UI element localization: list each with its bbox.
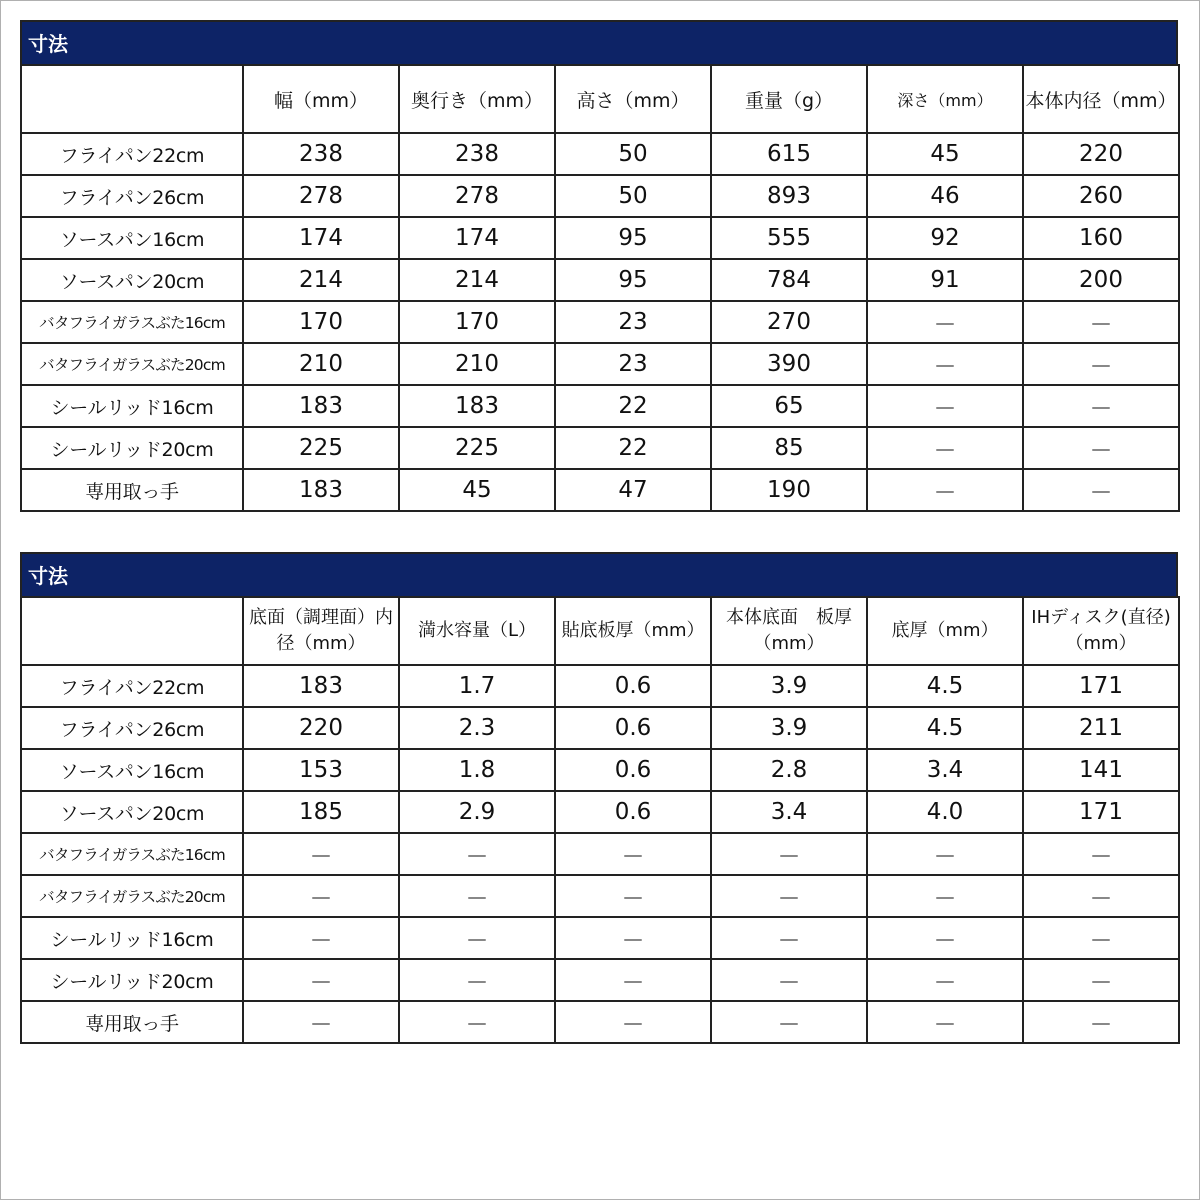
table-cell: 171: [1023, 665, 1179, 707]
table-cell: －: [555, 959, 711, 1001]
table-1-header-weight: 重量（g）: [711, 65, 867, 133]
table-cell: 153: [243, 749, 399, 791]
table-cell: 50: [555, 175, 711, 217]
row-label: バタフライガラスぶた20cm: [21, 343, 243, 385]
table-2-header-body-bottom-thickness: 本体底面 板厚（mm）: [711, 597, 867, 665]
table-cell: 141: [1023, 749, 1179, 791]
table-cell: 2.3: [399, 707, 555, 749]
table-cell: 170: [399, 301, 555, 343]
table-2-header-ih-disc-diameter: IHディスク(直径)（mm）: [1023, 597, 1179, 665]
table-2-header-bottom-inner-diameter: 底面（調理面）内径（mm）: [243, 597, 399, 665]
table-cell: －: [711, 875, 867, 917]
table-cell: 183: [243, 385, 399, 427]
table-row: [21, 469, 1179, 511]
table-cell: 174: [243, 217, 399, 259]
table-cell: －: [1023, 833, 1179, 875]
table-cell: －: [1023, 301, 1179, 343]
table-cell: －: [867, 469, 1023, 511]
table-cell: 174: [399, 217, 555, 259]
table-cell: 3.4: [711, 791, 867, 833]
table-row: [21, 833, 1179, 875]
table-1-header-width: 幅（mm）: [243, 65, 399, 133]
table-cell: －: [399, 1001, 555, 1043]
table-cell: －: [399, 875, 555, 917]
table-cell: 85: [711, 427, 867, 469]
table-cell: 893: [711, 175, 867, 217]
table-1-header-height: 高さ（mm）: [555, 65, 711, 133]
table-cell: 214: [243, 259, 399, 301]
row-label: ソースパン16cm: [21, 749, 243, 791]
table-cell: 171: [1023, 791, 1179, 833]
table-row: [21, 1001, 1179, 1043]
table-cell: 4.5: [867, 665, 1023, 707]
table-cell: －: [1023, 427, 1179, 469]
dimensions-table-2: [20, 552, 1178, 1044]
table-cell: 65: [711, 385, 867, 427]
row-label: 専用取っ手: [21, 469, 243, 511]
table-cell: －: [399, 917, 555, 959]
table-row: [21, 791, 1179, 833]
table-cell: 170: [243, 301, 399, 343]
table-cell: 615: [711, 133, 867, 175]
table-row: [21, 707, 1179, 749]
table-cell: －: [399, 959, 555, 1001]
table-cell: 95: [555, 259, 711, 301]
table-cell: 3.4: [867, 749, 1023, 791]
table-cell: －: [243, 959, 399, 1001]
table-cell: 22: [555, 385, 711, 427]
table-cell: 185: [243, 791, 399, 833]
dimensions-table-1: [20, 20, 1178, 512]
table-cell: 238: [399, 133, 555, 175]
table-row: [21, 875, 1179, 917]
table-cell: 45: [399, 469, 555, 511]
table-cell: 23: [555, 301, 711, 343]
table-row: [21, 343, 1179, 385]
row-label: フライパン26cm: [21, 707, 243, 749]
table-2-header-clad-thickness: 貼底板厚（mm）: [555, 597, 711, 665]
table-cell: 183: [399, 385, 555, 427]
table-cell: －: [867, 833, 1023, 875]
table-cell: 4.0: [867, 791, 1023, 833]
table-2-header-bottom-thickness: 底厚（mm）: [867, 597, 1023, 665]
table-cell: 92: [867, 217, 1023, 259]
table-1-header-depth: 奥行き（mm）: [399, 65, 555, 133]
row-label: 専用取っ手: [21, 1001, 243, 1043]
table-cell: 238: [243, 133, 399, 175]
table-cell: 214: [399, 259, 555, 301]
row-label: バタフライガラスぶた16cm: [21, 301, 243, 343]
table-1-corner-cell: [21, 65, 243, 133]
table-cell: －: [867, 959, 1023, 1001]
table-cell: 0.6: [555, 791, 711, 833]
table-cell: －: [243, 875, 399, 917]
table-2-title: 寸法: [20, 552, 1178, 596]
table-cell: －: [711, 833, 867, 875]
table-row: [21, 301, 1179, 343]
table-cell: －: [711, 959, 867, 1001]
row-label: シールリッド16cm: [21, 385, 243, 427]
table-row: [21, 665, 1179, 707]
row-label: フライパン22cm: [21, 665, 243, 707]
table-cell: 260: [1023, 175, 1179, 217]
table-cell: －: [243, 1001, 399, 1043]
table-cell: －: [867, 875, 1023, 917]
table-cell: 22: [555, 427, 711, 469]
table-cell: 23: [555, 343, 711, 385]
table-cell: 95: [555, 217, 711, 259]
table-cell: 190: [711, 469, 867, 511]
table-cell: 210: [243, 343, 399, 385]
table-cell: 3.9: [711, 707, 867, 749]
table-cell: 0.6: [555, 707, 711, 749]
table-cell: 278: [399, 175, 555, 217]
row-label: フライパン22cm: [21, 133, 243, 175]
table-cell: －: [1023, 959, 1179, 1001]
table-1-header-inner-diameter: 本体内径（mm）: [1023, 65, 1179, 133]
table-cell: －: [555, 875, 711, 917]
table-cell: 91: [867, 259, 1023, 301]
table-cell: 200: [1023, 259, 1179, 301]
table-cell: 0.6: [555, 749, 711, 791]
table-cell: 183: [243, 469, 399, 511]
table-cell: －: [867, 385, 1023, 427]
table-row: [21, 917, 1179, 959]
table-row: [21, 217, 1179, 259]
table-row: [21, 427, 1179, 469]
table-cell: 390: [711, 343, 867, 385]
table-cell: －: [399, 833, 555, 875]
table-2-corner-cell: [21, 597, 243, 665]
table-cell: －: [867, 301, 1023, 343]
table-cell: 183: [243, 665, 399, 707]
table-2-header-capacity: 満水容量（L）: [399, 597, 555, 665]
table-cell: 784: [711, 259, 867, 301]
table-1-header-inner-depth: 深さ（mm）: [867, 65, 1023, 133]
table-cell: －: [867, 1001, 1023, 1043]
table-cell: 1.7: [399, 665, 555, 707]
table-2-header-row: [21, 597, 1179, 665]
table-cell: 555: [711, 217, 867, 259]
table-cell: 50: [555, 133, 711, 175]
table-cell: 2.9: [399, 791, 555, 833]
table-cell: 0.6: [555, 665, 711, 707]
table-cell: 2.8: [711, 749, 867, 791]
table-cell: －: [711, 917, 867, 959]
table-cell: 211: [1023, 707, 1179, 749]
table-cell: 270: [711, 301, 867, 343]
table-cell: 45: [867, 133, 1023, 175]
table-cell: 220: [243, 707, 399, 749]
row-label: ソースパン20cm: [21, 259, 243, 301]
table-cell: 278: [243, 175, 399, 217]
row-label: シールリッド20cm: [21, 959, 243, 1001]
table-cell: 220: [1023, 133, 1179, 175]
table-row: [21, 175, 1179, 217]
row-label: ソースパン16cm: [21, 217, 243, 259]
table-cell: －: [711, 1001, 867, 1043]
table-cell: 225: [399, 427, 555, 469]
table-row: [21, 259, 1179, 301]
row-label: バタフライガラスぶた16cm: [21, 833, 243, 875]
table-1-header-row: [21, 65, 1179, 133]
table-cell: －: [555, 917, 711, 959]
row-label: シールリッド20cm: [21, 427, 243, 469]
table-cell: 1.8: [399, 749, 555, 791]
table-row: [21, 133, 1179, 175]
table-cell: －: [867, 343, 1023, 385]
table-cell: 3.9: [711, 665, 867, 707]
table-cell: －: [1023, 1001, 1179, 1043]
table-cell: －: [867, 427, 1023, 469]
table-1-title: 寸法: [20, 20, 1178, 64]
table-2-grid: [20, 596, 1180, 1044]
table-cell: －: [1023, 385, 1179, 427]
table-cell: －: [243, 917, 399, 959]
table-row: [21, 749, 1179, 791]
table-cell: 4.5: [867, 707, 1023, 749]
table-cell: 225: [243, 427, 399, 469]
row-label: フライパン26cm: [21, 175, 243, 217]
table-cell: 47: [555, 469, 711, 511]
table-cell: 160: [1023, 217, 1179, 259]
table-cell: 210: [399, 343, 555, 385]
table-cell: －: [1023, 917, 1179, 959]
table-row: [21, 385, 1179, 427]
table-cell: －: [867, 917, 1023, 959]
table-cell: －: [1023, 875, 1179, 917]
table-1-grid: [20, 64, 1180, 512]
row-label: シールリッド16cm: [21, 917, 243, 959]
table-cell: －: [1023, 343, 1179, 385]
row-label: ソースパン20cm: [21, 791, 243, 833]
table-cell: －: [555, 1001, 711, 1043]
row-label: バタフライガラスぶた20cm: [21, 875, 243, 917]
table-cell: 46: [867, 175, 1023, 217]
table-cell: －: [555, 833, 711, 875]
table-cell: －: [1023, 469, 1179, 511]
table-row: [21, 959, 1179, 1001]
table-cell: －: [243, 833, 399, 875]
